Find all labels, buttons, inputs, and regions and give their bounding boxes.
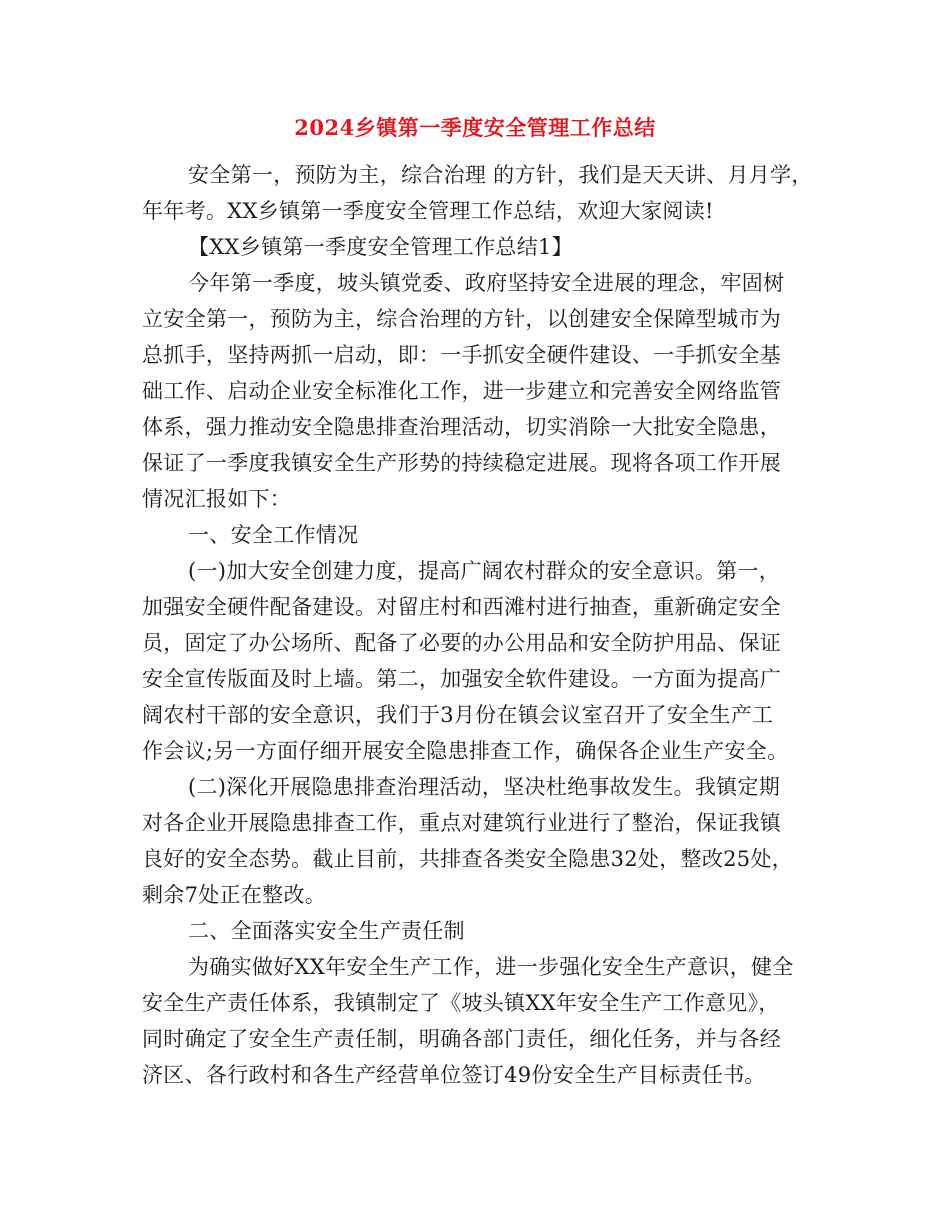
- paragraph-line: 员，固定了办公场所、配备了必要的办公用品和安全防护用品、保证: [142, 631, 781, 655]
- document-title: 2024乡镇第一季度安全管理工作总结: [294, 115, 656, 140]
- paragraph-line: 安全第一，预防为主，综合治理 的方针，我们是天天讲、月月学，: [188, 163, 813, 187]
- paragraph-line: 今年第一季度，坡头镇党委、政府坚持安全进展的理念，牢固树: [188, 271, 785, 295]
- paragraph-line: 年年考。XX乡镇第一季度安全管理工作总结，欢迎大家阅读!: [142, 199, 714, 223]
- paragraph-line: 加强安全硬件配备建设。对留庄村和西滩村进行抽查，重新确定安全: [142, 595, 781, 619]
- paragraph-line: 济区、各行政村和各生产经营单位签订49份安全生产目标责任书。: [142, 1063, 766, 1087]
- paragraph-line: 安全生产责任体系，我镇制定了《坡头镇XX年安全生产工作意见》，: [142, 991, 780, 1015]
- paragraph-line: 作会议;另一方面仔细开展安全隐患排查工作，确保各企业生产安全。: [142, 739, 789, 763]
- paragraph-line: 阔农村干部的安全意识，我们于3月份在镇会议室召开了安全生产工: [142, 703, 774, 727]
- paragraph-line: 保证了一季度我镇安全生产形势的持续稳定进展。现将各项工作开展: [142, 451, 781, 475]
- paragraph-line: 同时确定了安全生产责任制，明确各部门责任，细化任务，并与各经: [142, 1027, 781, 1051]
- paragraph-line: (二)深化开展隐患排查治理活动，坚决杜绝事故发生。我镇定期: [188, 775, 781, 799]
- paragraph-line: 总抓手，坚持两抓一启动，即：一手抓安全硬件建设、一手抓安全基: [142, 343, 781, 367]
- paragraph-line: 剩余7处正在整改。: [142, 883, 327, 907]
- section-heading: 【XX乡镇第一季度安全管理工作总结1】: [188, 235, 573, 259]
- paragraph-line: 为确实做好XX年安全生产工作，进一步强化安全生产意识，健全: [188, 955, 794, 979]
- paragraph-line: 体系，强力推动安全隐患排查治理活动，切实消除一大批安全隐患，: [142, 415, 781, 439]
- paragraph-line: 对各企业开展隐患排查工作，重点对建筑行业进行了整治，保证我镇: [142, 811, 781, 835]
- paragraph-line: 安全宣传版面及时上墙。第二，加强安全软件建设。一方面为提高广: [142, 667, 781, 691]
- paragraph-line: 情况汇报如下：: [142, 487, 292, 511]
- paragraph-line: (一)加大安全创建力度，提高广阔农村群众的安全意识。第一，: [188, 559, 781, 583]
- paragraph-line: 良好的安全态势。截止目前，共排查各类安全隐患32处，整改25处，: [142, 847, 794, 871]
- section-heading: 一、安全工作情况: [188, 523, 359, 547]
- paragraph-line: 立安全第一，预防为主，综合治理的方针，以创建安全保障型城市为: [142, 307, 781, 331]
- section-heading: 二、全面落实安全生产责任制: [188, 919, 465, 943]
- paragraph-line: 础工作、启动企业安全标准化工作，进一步建立和完善安全网络监管: [142, 379, 781, 403]
